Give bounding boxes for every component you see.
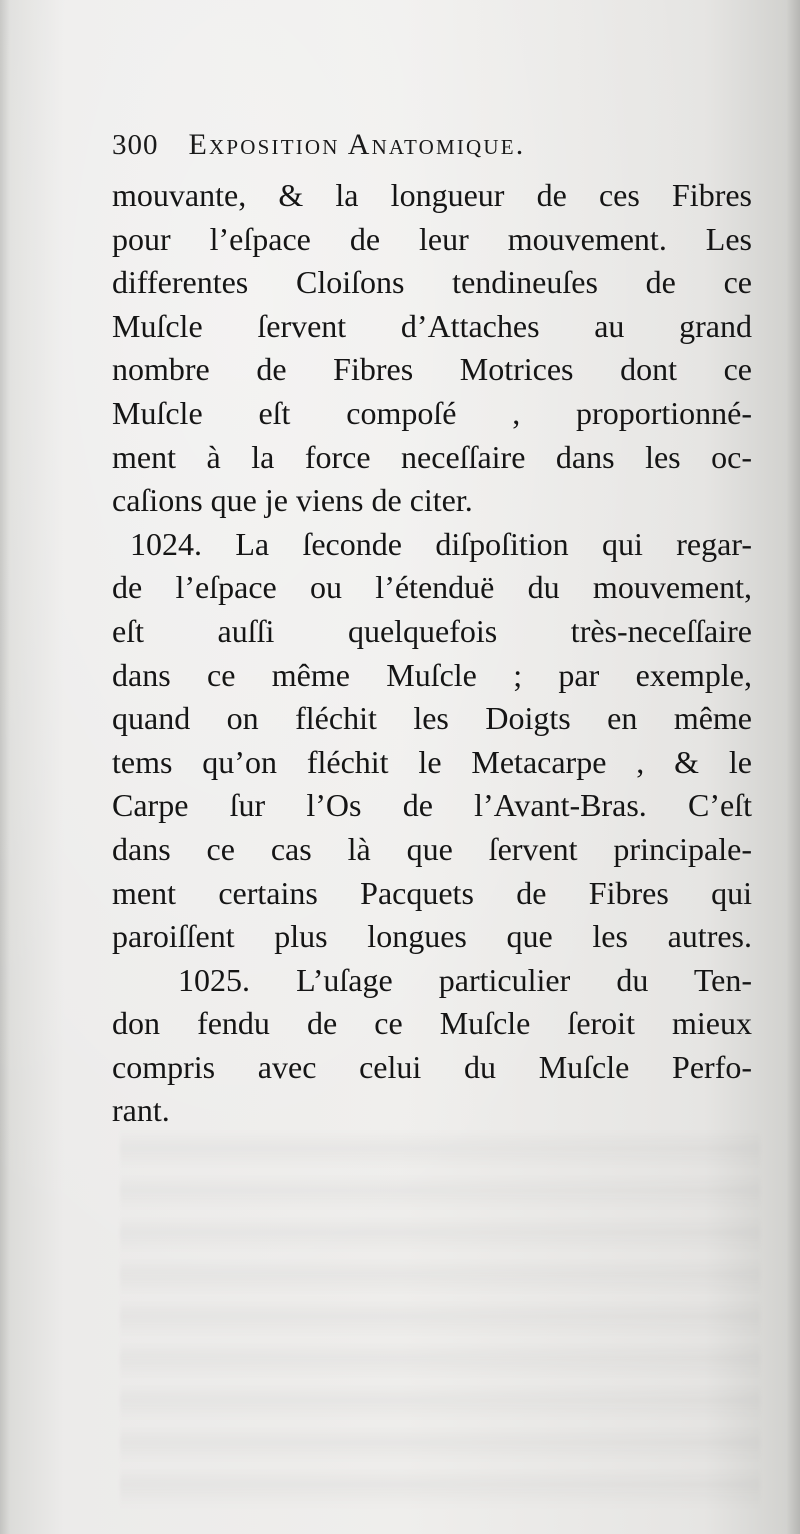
text-line: nombre de Fibres Motrices dont ce — [112, 351, 752, 388]
text-line: eſt auſſi quelquefois très-neceſſaire — [112, 612, 752, 649]
text-line: caſions que je viens de citer. — [112, 482, 473, 519]
paragraph-1025-start: 1025. L’uſage particulier du Ten- — [178, 961, 752, 998]
page-edge-shadow — [786, 0, 800, 1534]
text-line: dans ce cas là que ſervent principale- — [112, 830, 752, 867]
text-line: don fendu de ce Muſcle ſeroit mieux — [112, 1005, 752, 1042]
text-line: Muſcle ſervent d’Attaches au grand — [112, 307, 752, 344]
paragraph-1024-start: 1024. La ſeconde diſpoſition qui regar- — [130, 525, 752, 562]
text-line: paroiſſent plus longues que les autres. — [112, 918, 752, 955]
text-line: quand on fléchit les Doigts en même — [112, 700, 752, 737]
text-line: pour l’eſpace de leur mouvement. Les — [112, 220, 752, 257]
text-line: ment certains Pacquets de Fibres qui — [112, 874, 752, 911]
running-head: Exposition Anatomique. — [188, 128, 526, 161]
body-text — [112, 174, 752, 1133]
text-line: Muſcle eſt compoſé , proportionné- — [112, 394, 752, 431]
text-line: ment à la force neceſſaire dans les oc- — [112, 438, 752, 475]
page-number: 300 — [112, 129, 159, 161]
text-line: mouvante, & la longueur de ces Fibres — [112, 177, 752, 213]
page-gutter-shadow — [0, 0, 10, 1534]
text-line: dans ce même Muſcle ; par exemple, — [112, 656, 752, 693]
text-line: de l’eſpace ou l’étenduë du mouvement, — [112, 569, 752, 606]
text-line: compris avec celui du Muſcle Perfo- — [112, 1048, 752, 1085]
ink-bleed-through — [120, 1130, 760, 1510]
page-header — [112, 128, 752, 162]
text-line: differentes Cloiſons tendineuſes de ce — [112, 264, 752, 301]
text-line: tems qu’on fléchit le Metacarpe , & le — [112, 743, 752, 780]
text-line: Carpe ſur l’Os de l’Avant-Bras. C’eſt — [112, 787, 752, 824]
text-line: rant. — [112, 1092, 170, 1129]
